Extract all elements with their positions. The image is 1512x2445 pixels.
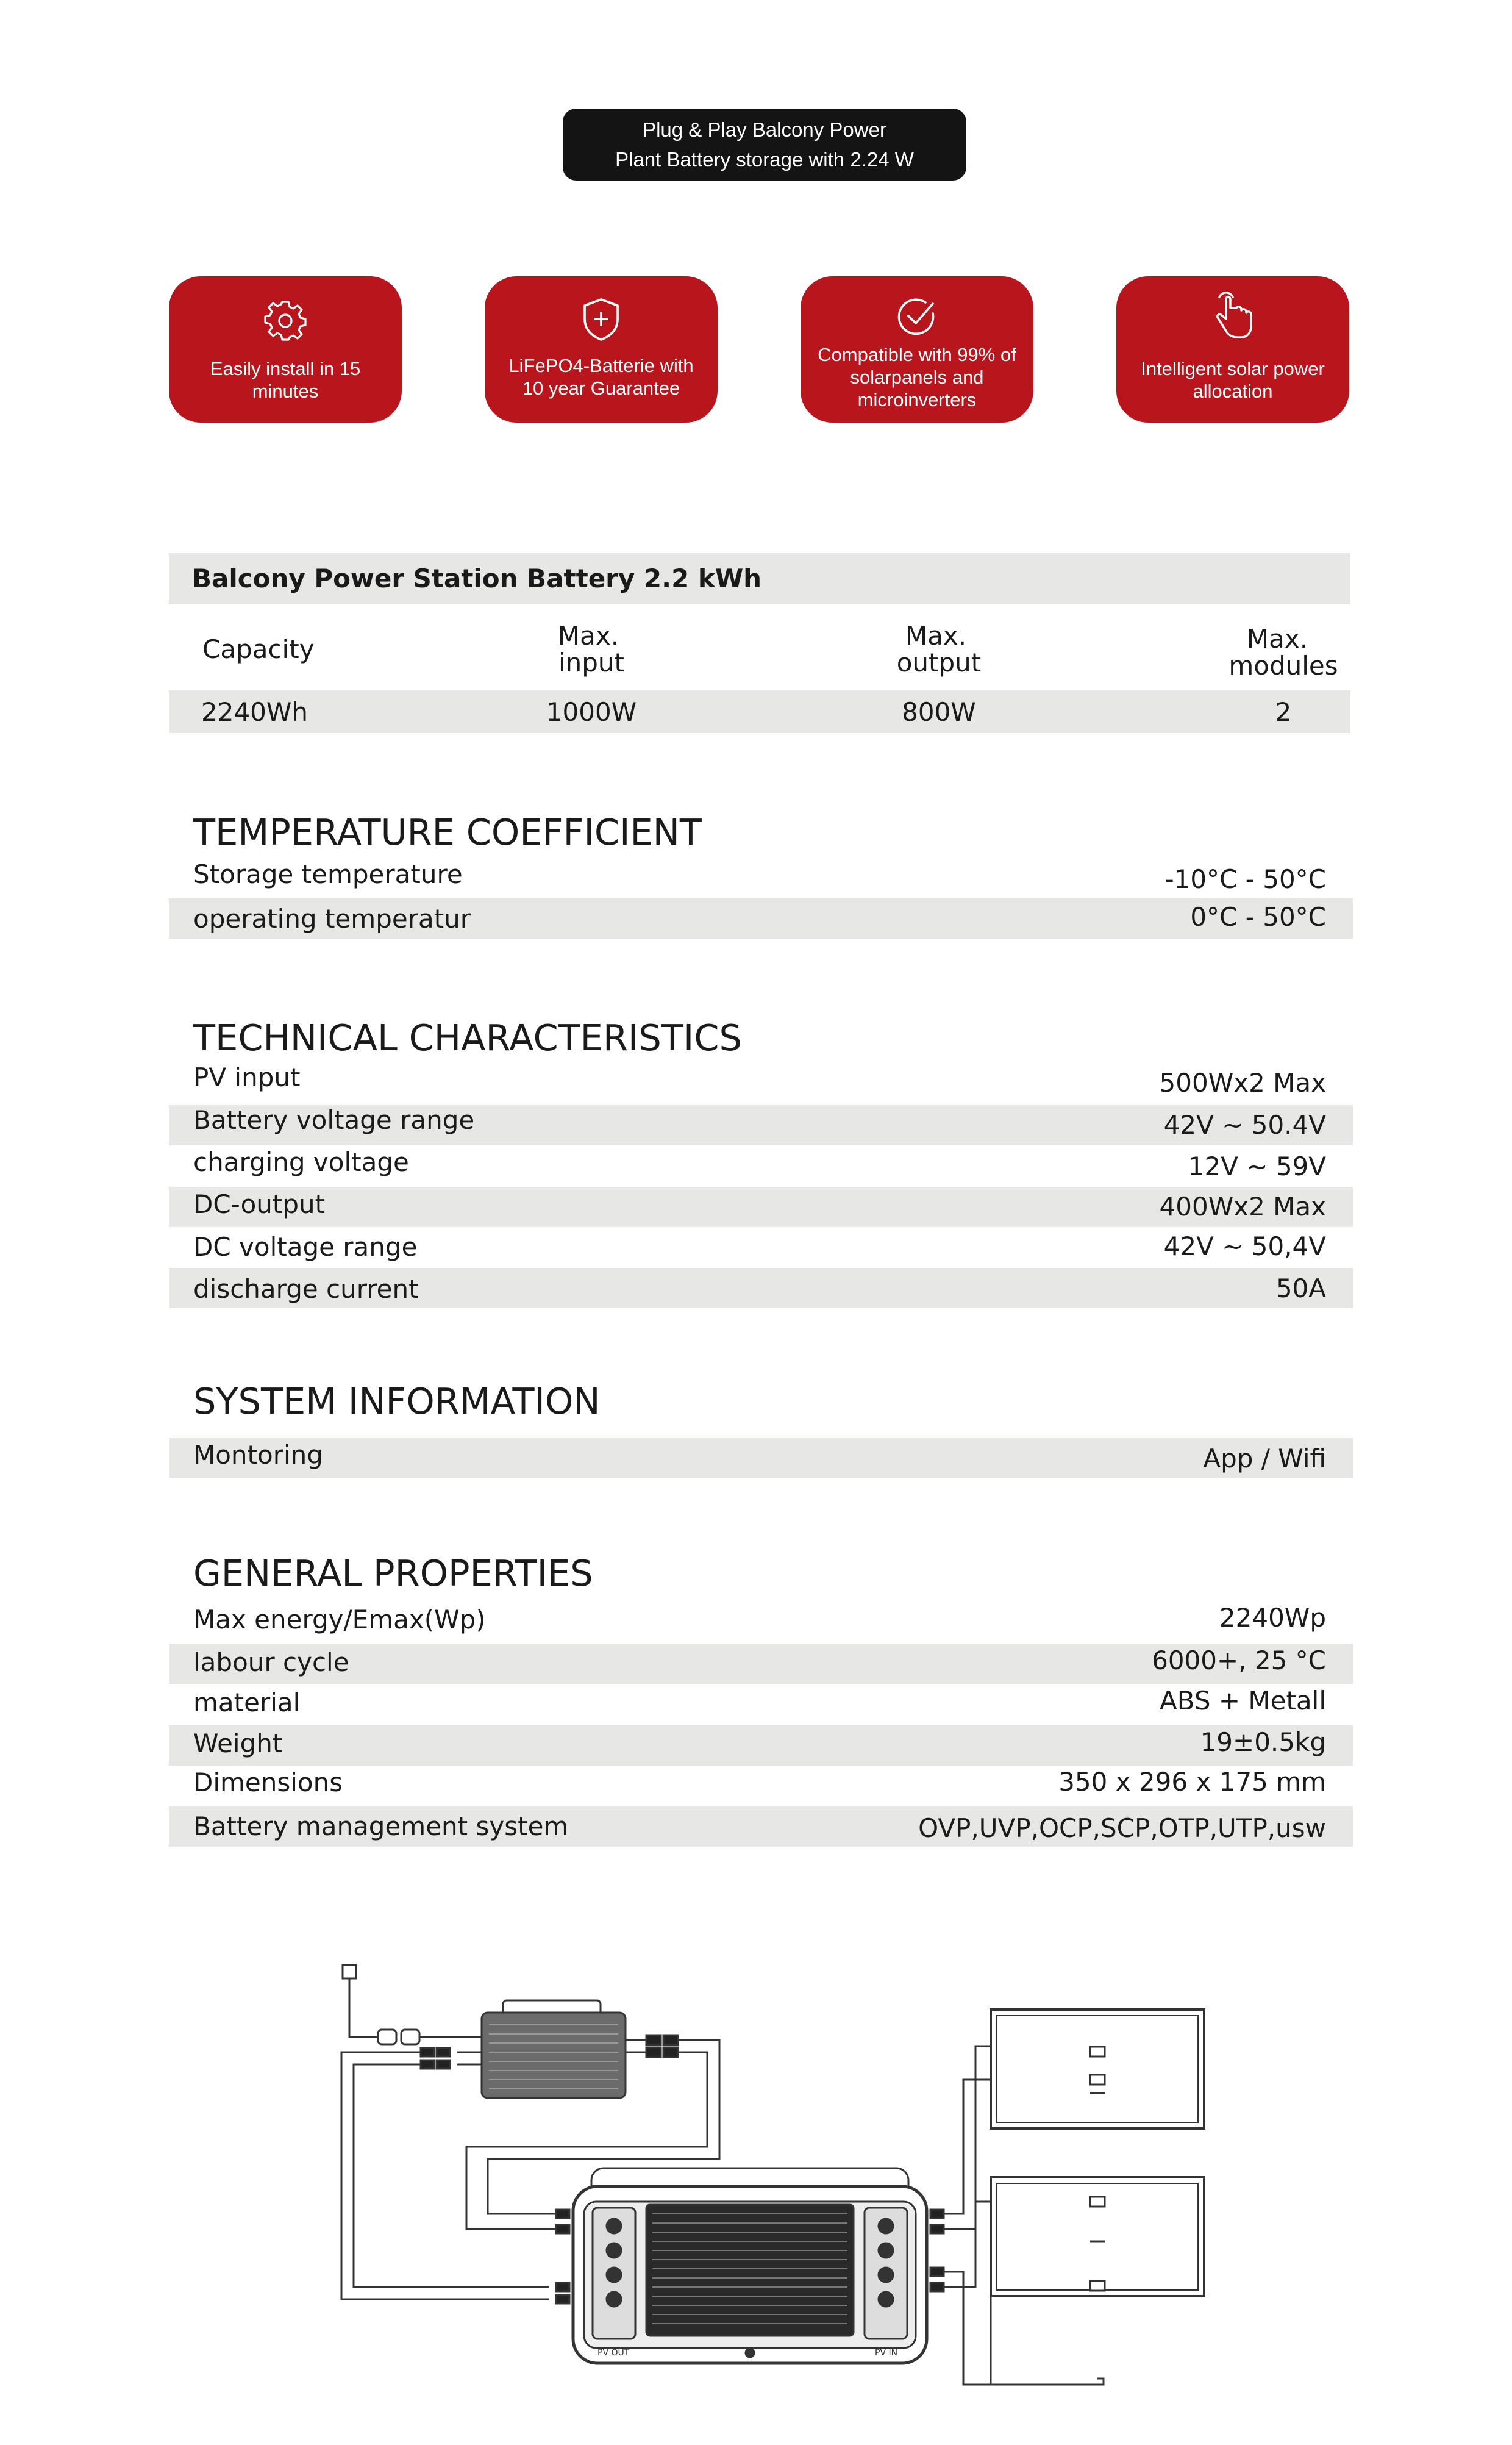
row-shade (169, 1438, 1353, 1478)
spec-value: -10°C - 50°C (1164, 864, 1326, 894)
spec-table-value-row (169, 690, 1350, 733)
spec-value: App / Wifi (1203, 1444, 1326, 1473)
solar-panel-top (991, 2010, 1204, 2128)
feature-line: microinverters (857, 388, 977, 410)
gear-icon (169, 292, 402, 347)
feature-text (811, 337, 1022, 417)
feature-card-compatible (801, 276, 1033, 423)
spec-value: 350 x 296 x 175 mm (1058, 1767, 1326, 1797)
spec-value: 400Wx2 Max (1159, 1192, 1326, 1222)
microinverter (482, 2000, 626, 2098)
column-header-line: modules (1228, 651, 1338, 681)
feature-card-install (169, 276, 402, 423)
feature-line: LiFePO4-Batterie with (508, 355, 694, 376)
battery-left-connectors (556, 2210, 569, 2304)
column-header-line: input (558, 648, 625, 678)
row-shade (169, 1725, 1353, 1766)
feature-text (1127, 343, 1338, 417)
header-line-2: Plant Battery storage with 2.24 W (615, 148, 914, 171)
section-title-system: SYSTEM INFORMATION (193, 1380, 601, 1422)
spec-label: Dimensions (193, 1767, 343, 1797)
spec-label: DC voltage range (193, 1232, 418, 1262)
section-title-general: GENERAL PROPERTIES (193, 1552, 593, 1594)
plug-icon (343, 1965, 378, 2037)
feature-line: 10 year Guarantee (522, 378, 680, 399)
feature-line: Compatible with 99% of (818, 343, 1016, 365)
spec-label: PV input (193, 1062, 301, 1092)
feature-text (496, 337, 707, 417)
header-line-1: Plug & Play Balcony Power (643, 118, 886, 141)
feature-line: Easily install in 15 (210, 358, 361, 379)
battery-unit (573, 2168, 927, 2363)
spec-value: 50A (1275, 1273, 1326, 1303)
spec-table-title: Balcony Power Station Battery 2.2 kWh (169, 553, 1350, 604)
spec-value: 500Wx2 Max (1159, 1068, 1326, 1098)
spec-label: Storage temperature (193, 859, 463, 889)
header-banner (563, 109, 966, 181)
spec-value: 12V ~ 59V (1188, 1151, 1326, 1181)
value-capacity: 2240Wh (201, 697, 308, 727)
value-output: 800W (902, 697, 976, 727)
spec-label: DC-output (193, 1189, 326, 1219)
spec-label: Max energy/Emax(Wp) (193, 1605, 486, 1634)
column-header-capacity (202, 636, 315, 663)
cable (963, 2296, 991, 2385)
spec-value: 2240Wp (1219, 1603, 1326, 1633)
spec-value: 42V ~ 50.4V (1163, 1110, 1326, 1140)
column-header-modules (1213, 626, 1353, 679)
spec-label: labour cycle (193, 1647, 349, 1677)
feature-text (180, 343, 391, 417)
value-modules: 2 (1275, 697, 1292, 727)
feature-line: solarpanels and (850, 366, 984, 388)
pointer-hand-icon (1116, 286, 1349, 341)
spec-value: 19±0.5kg (1200, 1727, 1326, 1757)
feature-card-battery (485, 276, 718, 423)
column-header-line: Max. (1246, 624, 1308, 654)
spec-value: OVP,UVP,OCP,SCP,OTP,UTP,usw (918, 1813, 1326, 1843)
solar-panel-bottom (991, 2177, 1204, 2296)
value-input: 1000W (546, 697, 637, 727)
spec-value: 42V ~ 50,4V (1163, 1231, 1326, 1261)
spec-label: charging voltage (193, 1147, 409, 1177)
spec-value: ABS + Metall (1160, 1686, 1326, 1716)
column-header-output (878, 623, 1000, 676)
spec-label: Montoring (193, 1440, 323, 1470)
spec-label: Battery management system (193, 1811, 569, 1841)
spec-label: discharge current (193, 1274, 419, 1304)
spec-value: 0°C - 50°C (1190, 902, 1326, 932)
column-header-line: output (896, 648, 982, 678)
pv-out-label: PV OUT (597, 2348, 630, 2358)
spec-label: Battery voltage range (193, 1105, 475, 1135)
section-title-temperature: TEMPERATURE COEFFICIENT (193, 811, 702, 853)
column-header-input (530, 623, 652, 676)
spec-label: operating temperatur (193, 904, 471, 934)
inline-connector (378, 2030, 482, 2044)
wiring-diagram (329, 1958, 1213, 2397)
feature-line: Intelligent solar power (1141, 358, 1325, 379)
feature-line: minutes (252, 381, 319, 402)
feature-line: allocation (1193, 381, 1273, 402)
section-title-technical: TECHNICAL CHARACTERISTICS (193, 1017, 742, 1059)
spec-label: Weight (193, 1728, 283, 1758)
spec-label: material (193, 1688, 301, 1717)
feature-card-allocation (1116, 276, 1349, 423)
pv-in-label: PV IN (875, 2348, 898, 2358)
check-circle-icon (801, 290, 1033, 345)
column-header-line: Max. (905, 621, 967, 651)
column-header-line: Max. (557, 621, 619, 651)
spec-value: 6000+, 25 °C (1152, 1645, 1326, 1675)
column-header-line: Capacity (202, 634, 315, 664)
